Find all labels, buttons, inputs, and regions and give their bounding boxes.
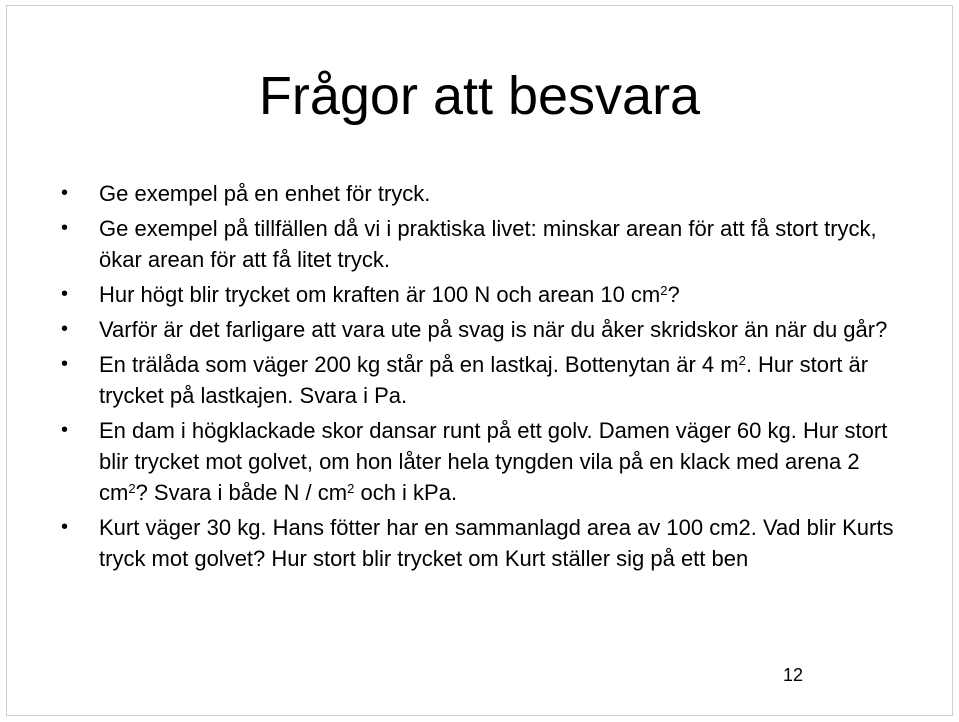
bullet-icon: • xyxy=(61,283,69,305)
superscript: 2 xyxy=(347,481,355,496)
bullet-item xyxy=(7,349,954,411)
bullet-icon: • xyxy=(61,419,69,441)
bullet-icon: • xyxy=(61,516,69,538)
page-number: 12 xyxy=(782,665,803,685)
superscript: 2 xyxy=(660,283,668,298)
bullet-icon: • xyxy=(61,217,69,239)
bullet-text: ? xyxy=(667,282,680,307)
bullet-item xyxy=(7,415,954,508)
bullet-item xyxy=(7,314,954,345)
bullet-icon: • xyxy=(61,318,69,340)
bullet-text: Hur högt blir trycket om kraften är 100 N och arean 10 cm xyxy=(99,282,661,307)
bullet-text: Ge exempel på en enhet för tryck. xyxy=(99,181,431,206)
slide-title: Frågor att besvara xyxy=(258,66,701,126)
bullet-text: En trälåda som väger 200 kg står på en lastkaj. Bottenytan är 4 m xyxy=(99,352,739,377)
slide xyxy=(6,5,953,716)
bullet-text: . Hur stort är trycket på lastkajen. Svara i Pa. xyxy=(99,352,869,408)
bullet-text: och i kPa. xyxy=(354,480,458,505)
bullet-text: ? Svara i både N / cm xyxy=(135,480,348,505)
bullet-item xyxy=(7,279,954,310)
bullet-item xyxy=(7,178,954,209)
bullet-item xyxy=(7,512,954,574)
superscript: 2 xyxy=(738,353,746,368)
bullet-icon: • xyxy=(61,182,69,204)
bullet-text: Ge exempel på tillfällen då vi i praktiska livet: minskar arean för att få stort tryck, ökar arean för att få litet tryck. xyxy=(99,216,877,272)
bullet-list xyxy=(7,178,954,578)
bullet-icon: • xyxy=(61,353,69,375)
bullet-text: En dam i högklackade skor dansar runt på ett golv. Damen väger 60 kg. Hur stort blir trycket mot golvet, om hon låter hela tyngden vila på en klack med arena 2 cm xyxy=(99,418,888,505)
bullet-text: Varför är det farligare att vara ute på svag is när du åker skridskor än när du går? xyxy=(99,317,888,342)
bullet-item xyxy=(7,213,954,275)
superscript: 2 xyxy=(128,481,136,496)
bullet-text: Kurt väger 30 kg. Hans fötter har en sammanlagd area av 100 cm2. Vad blir Kurts tryck mot golvet? Hur stort blir trycket om Kurt ställer sig på ett ben xyxy=(99,515,894,571)
